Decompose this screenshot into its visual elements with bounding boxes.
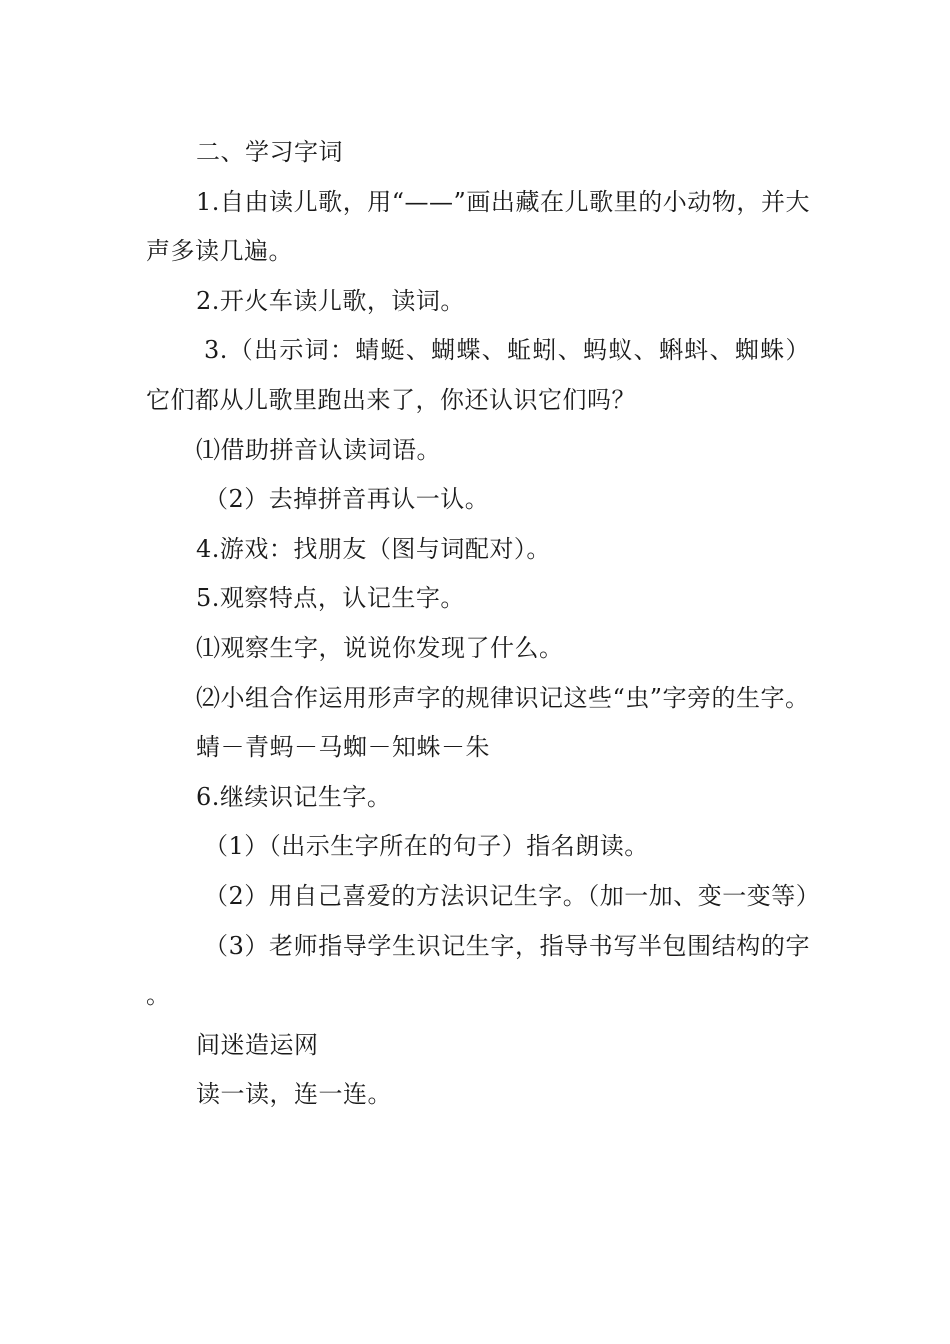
document-body <box>146 128 821 1120</box>
paragraph-step-3: 3.（出示词：蜻蜓、蝴蝶、蚯蚓、蚂蚁、蝌蚪、蜘蛛）它们都从儿歌里跑出来了，你还认识它们吗？ <box>146 336 810 414</box>
paragraph-step-6-sub-1: （1）（出示生字所在的句子）指名朗读。 <box>204 832 649 861</box>
paragraph-step-2: 2.开火车读儿歌，读词。 <box>196 286 465 315</box>
paragraph-step-3-sub-1: ⑴借助拼音认读词语。 <box>196 435 441 464</box>
paragraph-step-6-sub-3: （3）老师指导学生识记生字，指导书写半包围结构的字。 <box>146 931 810 1010</box>
paragraph-exercise: 读一读，连一连。 <box>196 1080 392 1109</box>
paragraph-step-5-sub-1: ⑴观察生字，说说你发现了什么。 <box>196 633 564 662</box>
paragraph-step-3-sub-2: （2）去掉拼音再认一认。 <box>204 485 490 514</box>
paragraph-step-5-sub-2: ⑵小组合作运用形声字的规律识记这些“虫”字旁的生字。 <box>196 683 810 712</box>
paragraph-step-6-sub-2: （2）用自己喜爱的方法识记生字。（加一加、变一变等） <box>204 881 821 910</box>
paragraph-step-4: 4.游戏：找朋友（图与词配对）。 <box>196 534 551 563</box>
paragraph-step-1: 1.自由读儿歌，用“——”画出藏在儿歌里的小动物，并大声多读几遍。 <box>146 187 810 266</box>
paragraph-character-pairs: 蜻－青蚂－马蜘－知蛛－朱 <box>196 733 490 762</box>
paragraph-step-5: 5.观察特点，认记生字。 <box>196 584 465 613</box>
paragraph-step-6: 6.继续识记生字。 <box>196 782 392 811</box>
paragraph-character-list: 间迷造运网 <box>196 1030 319 1059</box>
section-heading: 二、学习字词 <box>196 138 343 166</box>
